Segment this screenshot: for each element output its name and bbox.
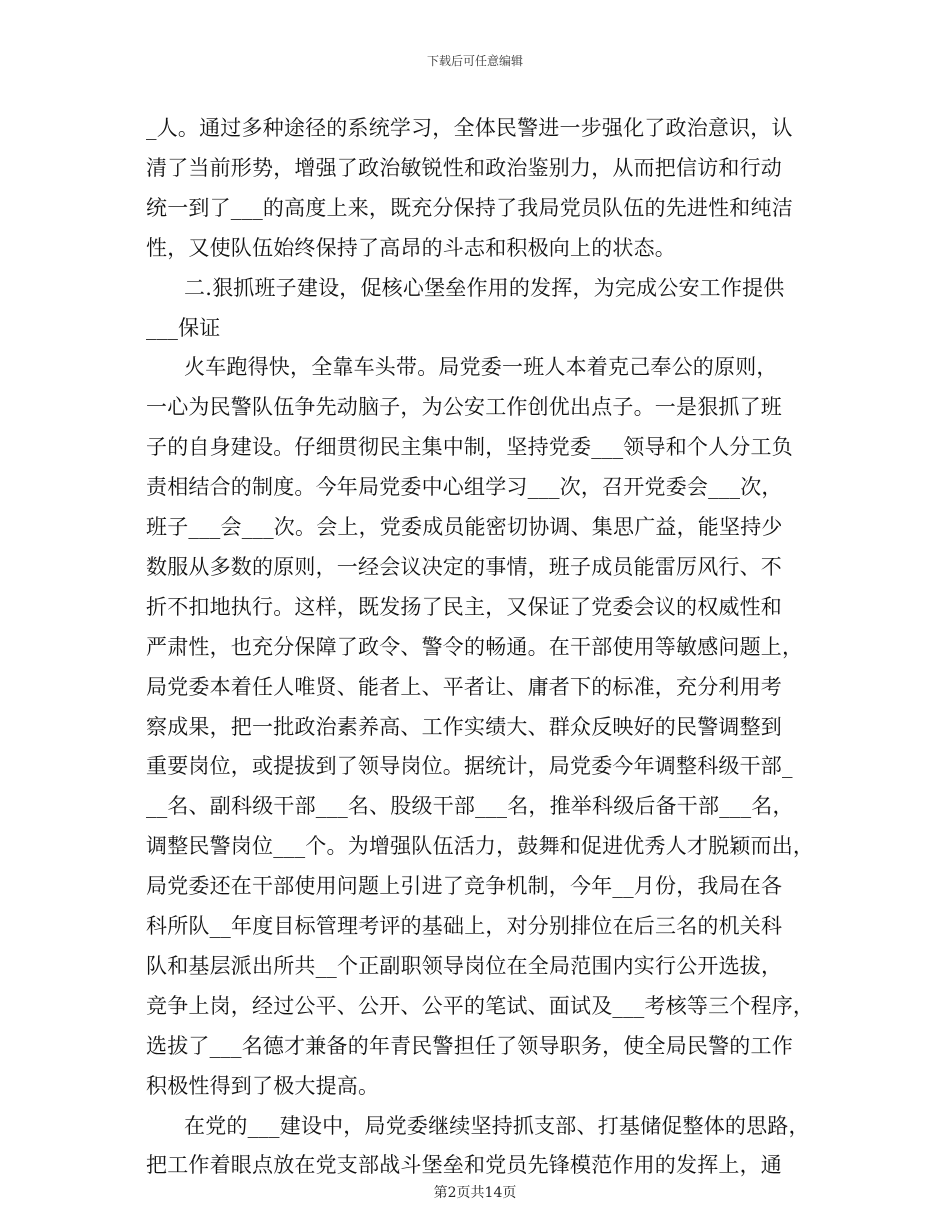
text-line: 局党委本着任人唯贤、能者上、平者让、庸者下的标准，充分利用考 [146, 674, 782, 699]
text-line: 局党委还在干部使用问题上引进了竞争机制，今年__月份，我局在各 [146, 874, 783, 899]
text-line: 重要岗位，或提拔到了领导岗位。据统计，局党委今年调整科级干部_ [146, 754, 793, 779]
text-line: 清了当前形势，增强了政治敏锐性和政治鉴别力，从而把信访和行动 [146, 155, 782, 180]
page-header: 下载后可任意编辑 [426, 54, 523, 68]
text-line: 把工作着眼点放在党支部战斗堡垒和党员先锋模范作用的发挥上，通 [146, 1153, 782, 1178]
section-heading-continued: ___保证 [146, 315, 221, 340]
text-line: 积极性得到了极大提高。 [146, 1073, 380, 1098]
text-line: 察成果，把一批政治素养高、工作实绩大、群众反映好的民警调整到 [146, 714, 782, 739]
text-line: 一心为民警队伍争先动脑子，为公安工作创优出点子。一是狠抓了班 [146, 395, 782, 420]
text-line: 严肃性，也充分保障了政令、警令的畅通。在干部使用等敏感问题上， [146, 634, 804, 659]
text-line: 子的自身建设。仔细贯彻民主集中制，坚持党委___领导和个人分工负 [146, 435, 793, 460]
text-line: _人。通过多种途径的系统学习，全体民警进一步强化了政治意识，认 [146, 116, 793, 140]
text-line: 统一到了___的高度上来，既充分保持了我局党员队伍的先进性和纯洁 [146, 195, 793, 220]
text-line: 在党的___建设中，局党委继续坚持抓支部、打基储促整体的思路， [184, 1113, 810, 1138]
text-line: 折不扣地执行。这样，既发扬了民主，又保证了党委会议的权威性和 [146, 594, 782, 619]
text-line: 火车跑得快，全靠车头带。局党委一班人本着克己奉公的原则， [184, 355, 778, 380]
text-line: 竞争上岗，经过公平、公开、公平的笔试、面试及___考核等三个程序， [146, 993, 815, 1018]
text-line: 调整民警岗位___个。为增强队伍活力，鼓舞和促进优秀人才脱颖而出， [146, 834, 815, 859]
section-heading: 二.狠抓班子建设，促核心堡垒作用的发挥，为完成公安工作提供 [184, 275, 785, 300]
text-line: 班子___会___次。会上，党委成员能密切协调、集思广益，能坚持少 [146, 515, 783, 539]
text-line: 数服从多数的原则，一经会议决定的事情，班子成员能雷厉风行、不 [146, 554, 782, 579]
text-line: 科所队__年度目标管理考评的基础上，对分别排位在后三名的机关科 [146, 914, 783, 938]
text-line: 选拔了___名德才兼备的年青民警担任了领导职务，使全局民警的工作 [146, 1033, 793, 1058]
text-line: 队和基层派出所共__个正副职领导岗位在全局范围内实行公开选拔， [146, 953, 783, 978]
text-line: 责相结合的制度。今年局党委中心组学习___次，召开党委会___次， [146, 475, 783, 500]
text-line: 性，又使队伍始终保持了高昂的斗志和积极向上的状态。 [146, 235, 676, 260]
text-line: __名、副科级干部___名、股级干部___名，推举科级后备干部___名， [146, 794, 794, 819]
page-footer: 第2页共14页 [433, 1185, 517, 1201]
